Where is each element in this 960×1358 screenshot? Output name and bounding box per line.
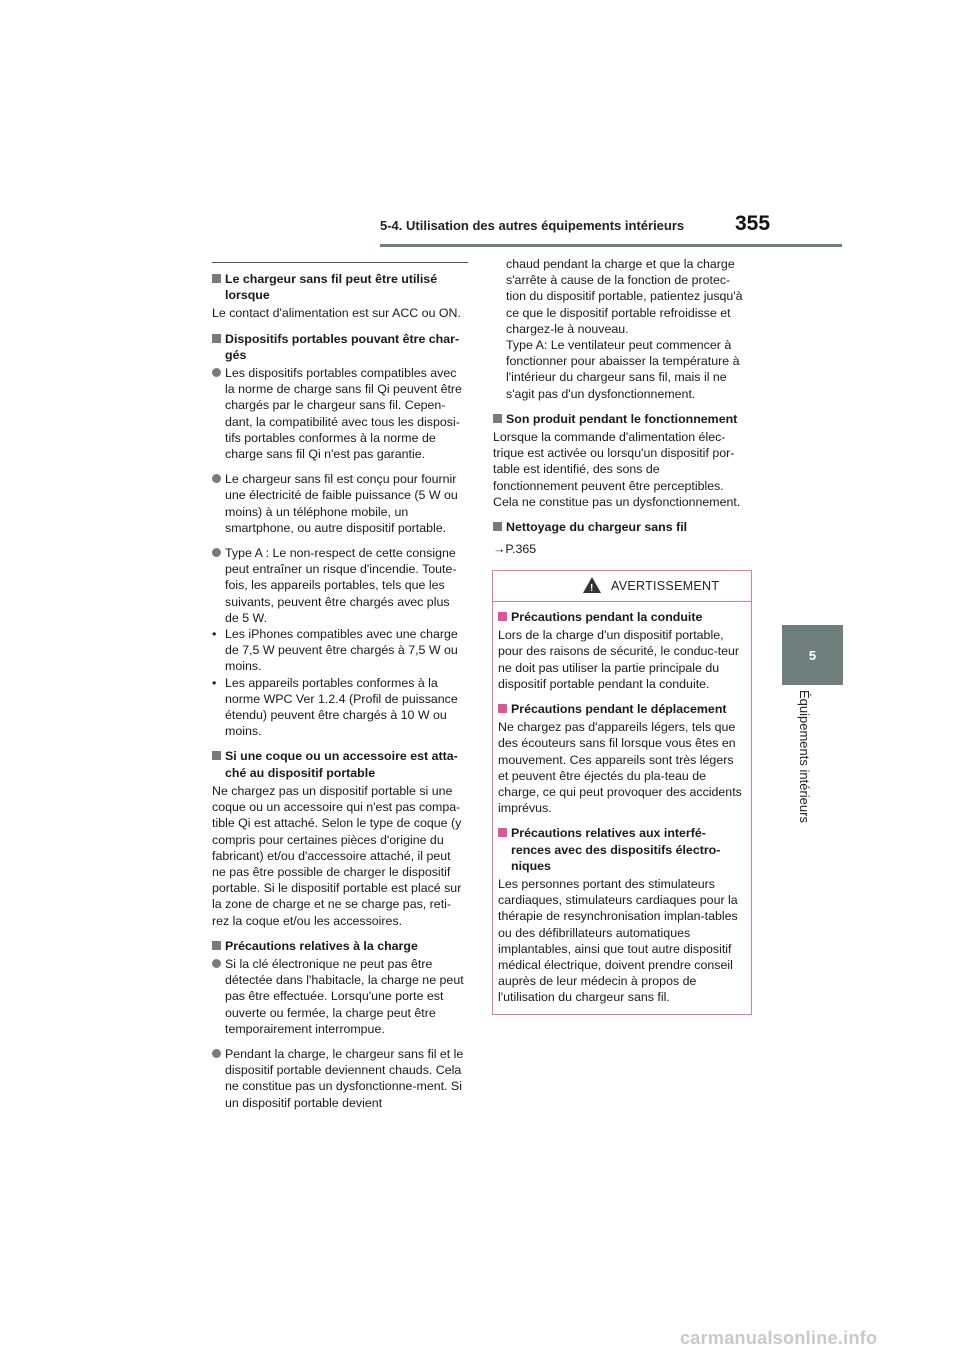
warning-body xyxy=(493,602,751,1014)
section-heading: Précautions relatives à la charge xyxy=(212,938,464,954)
square-bullet-icon xyxy=(498,612,507,621)
square-bullet-icon xyxy=(493,414,502,423)
square-bullet-icon xyxy=(212,941,221,950)
section-heading: Précautions pendant le déplacement xyxy=(498,701,745,717)
square-bullet-icon xyxy=(212,274,221,283)
round-bullet-icon xyxy=(212,368,221,377)
paragraph: Ne chargez pas un dispositif portable si une coque ou un accessoire qui n'est pas compa-tible Qi est attaché. Selon le type de coque (y compris pour certaines pièces d'origine du fabricant) et/ou d'accessoire attaché, il peut ne pas être possible de charger le dispositif portable. Si le dispositif portable est placé sur la zone de charge et ne se charge pas, reti-rez la coque et/ou les accessoires. xyxy=(212,783,462,928)
page-number: 355 xyxy=(735,212,771,235)
page-reference: →P.365 xyxy=(493,542,537,557)
bullet-item: Si la clé électronique ne peut pas être détectée dans l'habitacle, la charge ne peut pas être effectuée. Lorsqu'une porte est ouverte ou fermée, la charge peut être temporairement interrompue. xyxy=(212,956,464,1037)
round-bullet-icon xyxy=(212,474,221,483)
square-bullet-icon xyxy=(212,751,221,760)
sub-list-item: • Les appareils portables conformes à la norme WPC Ver 1.2.4 (Profil de puissance étendu) peuvent être chargés à 10 W ou moins. xyxy=(212,675,458,739)
paragraph: Ne chargez pas d'appareils légers, tels que des écouteurs sans fil lorsque vous êtes en mouvement. Ces appareils sont très légers et peuvent être éjectés du pla-teau de charge, ce qui peut provoquer des accidents imprévus. xyxy=(498,720,742,816)
paragraph: Le contact d'alimentation est sur ACC ou ON. xyxy=(212,306,461,321)
paragraph: Lorsque la commande d'alimentation élec-trique est activée ou lorsqu'un dispositif por-table est identifié, des sons de fonctionnement peuvent être perceptibles. Cela ne constitue pas un dysfonctionnement. xyxy=(493,430,741,509)
section-heading: Précautions pendant la conduite xyxy=(498,609,745,625)
round-bullet-icon xyxy=(212,959,221,968)
warning-box xyxy=(492,570,752,1015)
chapter-tab xyxy=(782,625,843,685)
continued-text: chaud pendant la charge et que la charge s'arrête à cause de la fonction de protec-tion du dispositif portable, patientez jusqu'à ce que le dispositif portable refroidisse et chargez-le à nouveau. Type A: Le ventilateur peut commencer à fonctionner pour abaisser la température à l'intérieur du chargeur sans fil, mais il ne s'agit pas d'un dysfonctionnement. xyxy=(506,257,743,401)
right-column xyxy=(493,256,745,566)
section-heading: Nettoyage du chargeur sans fil xyxy=(493,519,745,535)
square-bullet-icon xyxy=(498,828,507,837)
square-bullet-icon xyxy=(212,334,221,343)
bullet-item: Les dispositifs portables compatibles avec la norme de charge sans fil Qi peuvent être chargés par le chargeur sans fil. Cepen-dant, la compatibilité avec tous les disposi-tifs portables conformes à la norme de charge sans fil Qi n'est pas garantie. xyxy=(212,365,464,462)
square-bullet-icon xyxy=(493,522,502,531)
round-bullet-icon xyxy=(212,548,221,557)
section-heading: Précautions relatives aux interfé-rences avec des dispositifs électro-niques xyxy=(498,825,745,874)
square-bullet-icon xyxy=(498,704,507,713)
section-heading: Si une coque ou un accessoire est atta-ché au dispositif portable xyxy=(212,748,464,780)
section-heading: Son produit pendant le fonctionnement xyxy=(493,411,745,427)
warning-title: AVERTISSEMENT xyxy=(611,579,720,593)
left-column xyxy=(212,262,464,1120)
bullet-item: Le chargeur sans fil est conçu pour fournir une électricité de faible puissance (5 W ou moins) à un téléphone mobile, un smartphone, ou autre dispositif portable. xyxy=(212,471,464,536)
chapter-label: Équipements intérieurs xyxy=(797,690,812,823)
bullet-item: Type A : Le non-respect de cette consigne peut entraîner un risque d'incendie. Toute-fois, les appareils portables, tels que les suivants, peuvent être chargés avec plus de 5 W. xyxy=(212,545,464,626)
section-heading: Dispositifs portables pouvant être char-gés xyxy=(212,331,464,363)
warning-header: ! AVERTISSEMENT xyxy=(493,571,751,602)
header-divider xyxy=(380,244,842,247)
paragraph: Lors de la charge d'un dispositif portable, pour des raisons de sécurité, le conduc-teur ne doit pas utiliser la partie principale du dispositif portable pendant la conduite. xyxy=(498,628,740,691)
paragraph: Les personnes portant des stimulateurs cardiaques, stimulateurs cardiaques pour la thérapie de resynchronisation implan-tables ou des défibrillateurs automatiques implantables, ainsi que tout autre dispositif médical électrique, doivent prendre conseil auprès de leur médecin à propos de l'utilisation du chargeur sans fil. xyxy=(498,877,738,1005)
section-title: 5-4. Utilisation des autres équipements intérieurs xyxy=(380,218,685,233)
bullet-item: Pendant la charge, le chargeur sans fil et le dispositif portable deviennent chauds. Cela ne constitue pas un dysfonctionne-ment. Si un dispositif portable devient xyxy=(212,1046,464,1111)
sub-list-item: • Les iPhones compatibles avec une charge de 7,5 W peuvent être chargés à 7,5 W ou moins. xyxy=(212,627,458,674)
section-heading: Le chargeur sans fil peut être utilisé lorsque xyxy=(212,271,464,303)
chapter-number: 5 xyxy=(808,647,817,663)
watermark: carmanualsonline.info xyxy=(680,1328,878,1348)
round-bullet-icon xyxy=(212,1049,221,1058)
column-rule xyxy=(212,262,468,263)
